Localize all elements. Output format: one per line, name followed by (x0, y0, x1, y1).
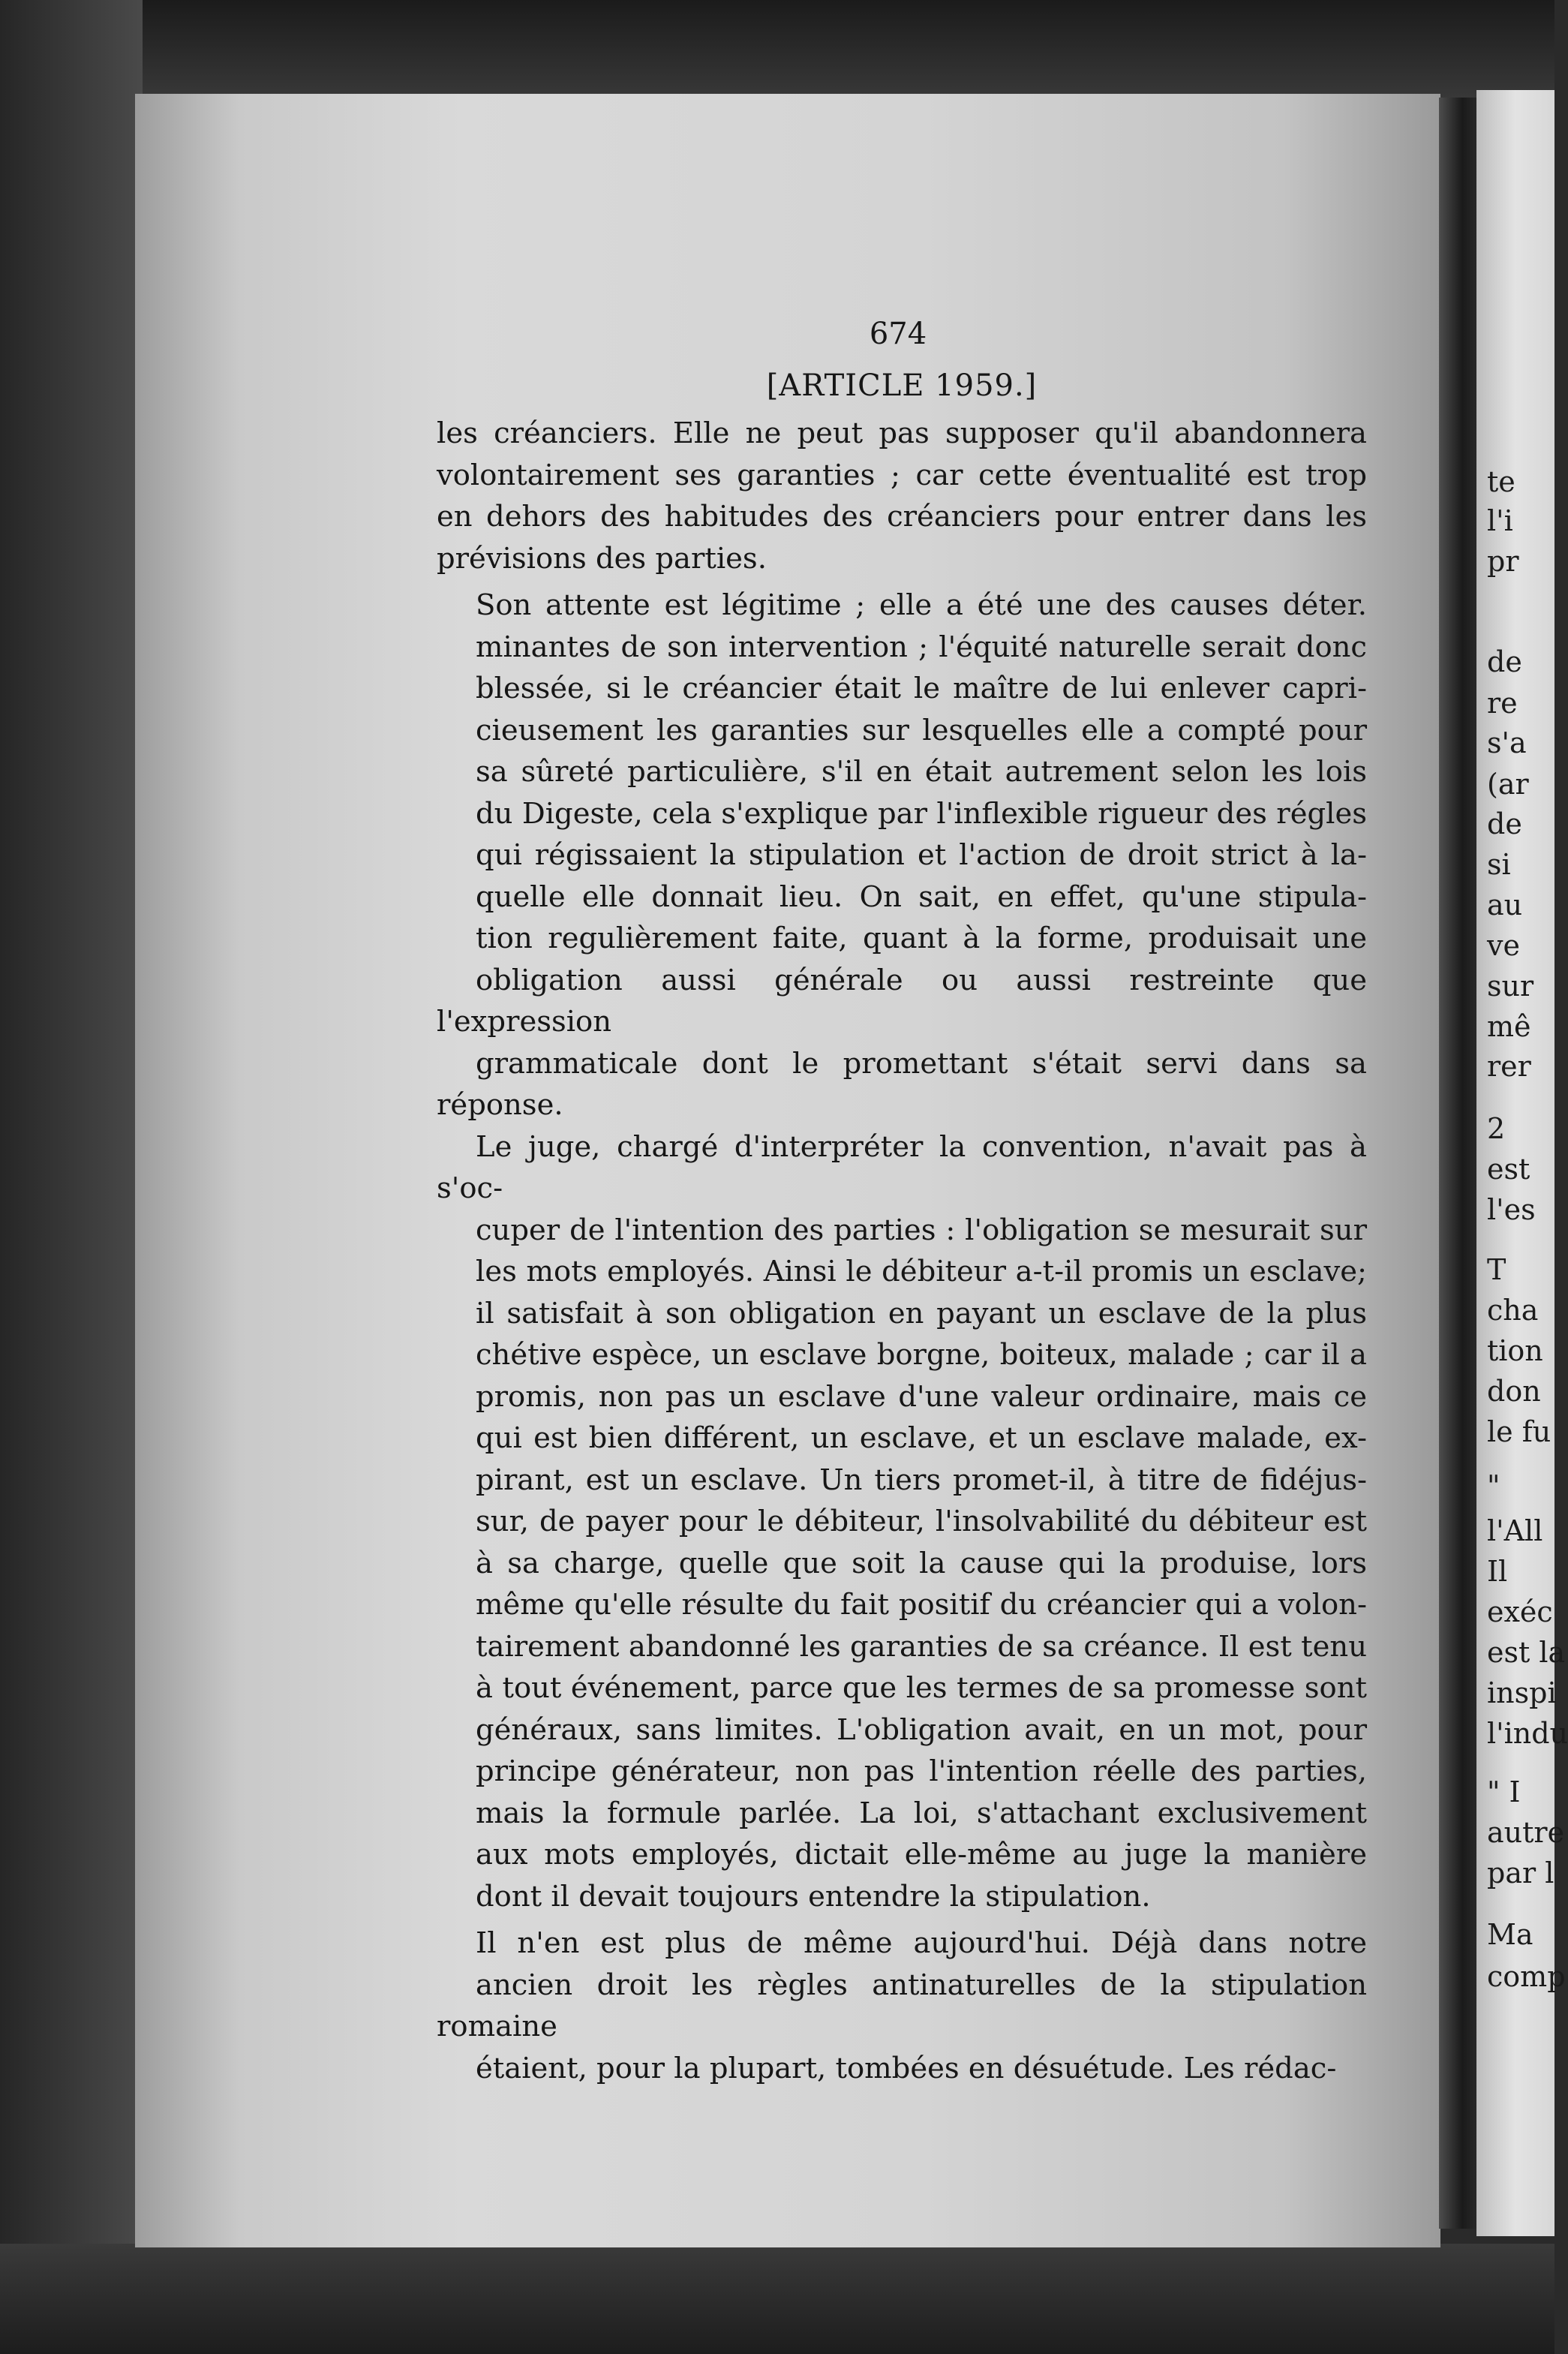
paragraph-3 (437, 1923, 1367, 2089)
text-line: prévisions des parties. (437, 541, 767, 576)
text-line: pirant, est un esclave. Un tiers promet-il, à titre de fidéjus- (476, 1463, 1367, 1497)
paragraph-1 (437, 413, 1367, 579)
text-line: chétive espèce, un esclave borgne, boiteux, malade ; car il a (476, 1338, 1367, 1372)
text-line: Son attente est légitime ; elle a été une des causes déter. (476, 588, 1367, 622)
facing-page-fragment: te (1487, 465, 1515, 498)
facing-page-fragment: don (1487, 1375, 1541, 1408)
facing-page-fragment: ve (1487, 929, 1520, 962)
text-line: tairement abandonné les garanties de sa créance. Il est tenu (476, 1629, 1367, 1664)
facing-page-fragment: autre (1487, 1816, 1565, 1849)
facing-page-fragment: l'i (1487, 504, 1513, 537)
scan-background-bottom (0, 2244, 1554, 2354)
text-line: blessée, si le créancier était le maître de lui enlever capri- (476, 672, 1367, 705)
text-line: étaient, pour la plupart, tombées en désuétude. Les rédac- (476, 2051, 1337, 2085)
text-line: minantes de son intervention ; l'équité naturelle serait donc (476, 630, 1367, 664)
text-line: quelle elle donnait lieu. On sait, en effet, qu'une stipula- (476, 879, 1367, 914)
text-line: volontairement ses garanties ; car cette éventualité est trop (437, 458, 1367, 492)
facing-page-fragment: exéc (1487, 1595, 1553, 1628)
facing-page-fragment: au (1487, 888, 1523, 921)
text-line: principe générateur, non pas l'intention réelle des parties, (476, 1754, 1367, 1788)
facing-page-fragment: comp (1487, 1960, 1566, 1993)
text-line: mais la formule parlée. La loi, s'attachant exclusivement (476, 1796, 1367, 1830)
text-line: ancien droit les règles antinaturelles de la stipulation romaine (437, 1968, 1367, 2043)
facing-page-fragment: s'a (1487, 726, 1527, 759)
facing-page-fragment: l'All (1487, 1514, 1543, 1547)
text-line: généraux, sans limites. L'obligation avait, en un mot, pour (476, 1712, 1367, 1747)
facing-page-fragment: de (1487, 807, 1522, 840)
text-line: en dehors des habitudes des créanciers pour entrer dans les (437, 500, 1367, 534)
facing-page-fragment: T (1487, 1253, 1506, 1286)
text-line: les créanciers. Elle ne peut pas supposer qu'il abandonnera (437, 416, 1367, 450)
text-line: cuper de l'intention des parties : l'obligation se mesurait sur (476, 1213, 1367, 1247)
facing-page-fragment: Il (1487, 1555, 1508, 1588)
facing-page-fragment: tion (1487, 1334, 1543, 1367)
page-content (437, 309, 1367, 2089)
facing-page-fragment: cha (1487, 1294, 1539, 1327)
facing-page-fragment: le fu (1487, 1415, 1551, 1448)
facing-page-fragment: est la (1487, 1636, 1566, 1669)
running-head: [ARTICLE 1959.] (766, 368, 1038, 403)
text-line: grammaticale dont le promettant s'était servi dans sa réponse. (437, 1046, 1367, 1122)
text-line: obligation aussi générale ou aussi restreinte que l'expression (437, 963, 1367, 1039)
text-line: aux mots employés, dictait elle-même au juge la manière (476, 1838, 1367, 1871)
text-line: cieusement les garanties sur lesquelles elle a compté pour (476, 713, 1367, 747)
facing-page-fragment: re (1487, 687, 1518, 720)
facing-page-fragment: rer (1487, 1050, 1531, 1083)
facing-page-fragment: pr (1487, 545, 1519, 578)
text-line: du Digeste, cela s'explique par l'inflexible rigueur des régles (476, 796, 1367, 831)
text-line: même qu'elle résulte du fait positif du créancier qui a volon- (476, 1588, 1367, 1622)
facing-page-fragment: est (1487, 1153, 1530, 1186)
text-line: sa sûreté particulière, s'il en était autrement selon les lois (476, 755, 1367, 789)
facing-page-fragment: (ar (1487, 768, 1529, 801)
facing-page-fragment: par l (1487, 1856, 1554, 1890)
text-line: à tout événement, parce que les termes de sa promesse sont (476, 1671, 1367, 1705)
text-line: qui régissaient la stipulation et l'action de droit strict à la- (476, 838, 1367, 872)
facing-page-fragment: mê (1487, 1010, 1531, 1043)
text-line: promis, non pas un esclave d'une valeur ordinaire, mais ce (476, 1379, 1367, 1414)
text-line: dont il devait toujours entendre la stipulation. (476, 1879, 1151, 1914)
text-line: qui est bien différent, un esclave, et un esclave malade, ex- (476, 1421, 1367, 1455)
facing-page (1476, 90, 1568, 2236)
facing-page-fragment: Ma (1487, 1918, 1533, 1951)
page-number: 674 (869, 317, 927, 351)
scan-background-left (0, 0, 143, 2354)
scan-background-top (0, 0, 1554, 105)
paragraph-2 (437, 585, 1367, 1917)
facing-page-fragment: si (1487, 848, 1511, 881)
facing-page-fragment: l'indu (1487, 1717, 1568, 1750)
text-line: Le juge, chargé d'interpréter la convention, n'avait pas à s'oc- (437, 1129, 1367, 1205)
facing-page-fragment: " I (1487, 1775, 1521, 1808)
facing-page-fragment: " (1487, 1469, 1500, 1502)
text-line: tion regulièrement faite, quant à la forme, produisait une (476, 921, 1367, 955)
text-line: sur, de payer pour le débiteur, l'insolvabilité du débiteur est (476, 1505, 1367, 1538)
text-line: Il n'en est plus de même aujourd'hui. Déjà dans notre (476, 1926, 1367, 1960)
facing-page-fragment: inspi (1487, 1676, 1557, 1709)
book-gutter (1439, 98, 1478, 2229)
facing-page-fragment: sur (1487, 970, 1534, 1003)
facing-page-fragment: de (1487, 645, 1522, 678)
facing-page-fragment: l'es (1487, 1193, 1536, 1226)
text-line: les mots employés. Ainsi le débiteur a-t-il promis un esclave; (476, 1255, 1367, 1288)
facing-page-fragment: 2 (1487, 1112, 1506, 1145)
text-line: il satisfait à son obligation en payant un esclave de la plus (476, 1296, 1367, 1330)
text-line: à sa charge, quelle que soit la cause qui la produise, lors (476, 1546, 1367, 1580)
